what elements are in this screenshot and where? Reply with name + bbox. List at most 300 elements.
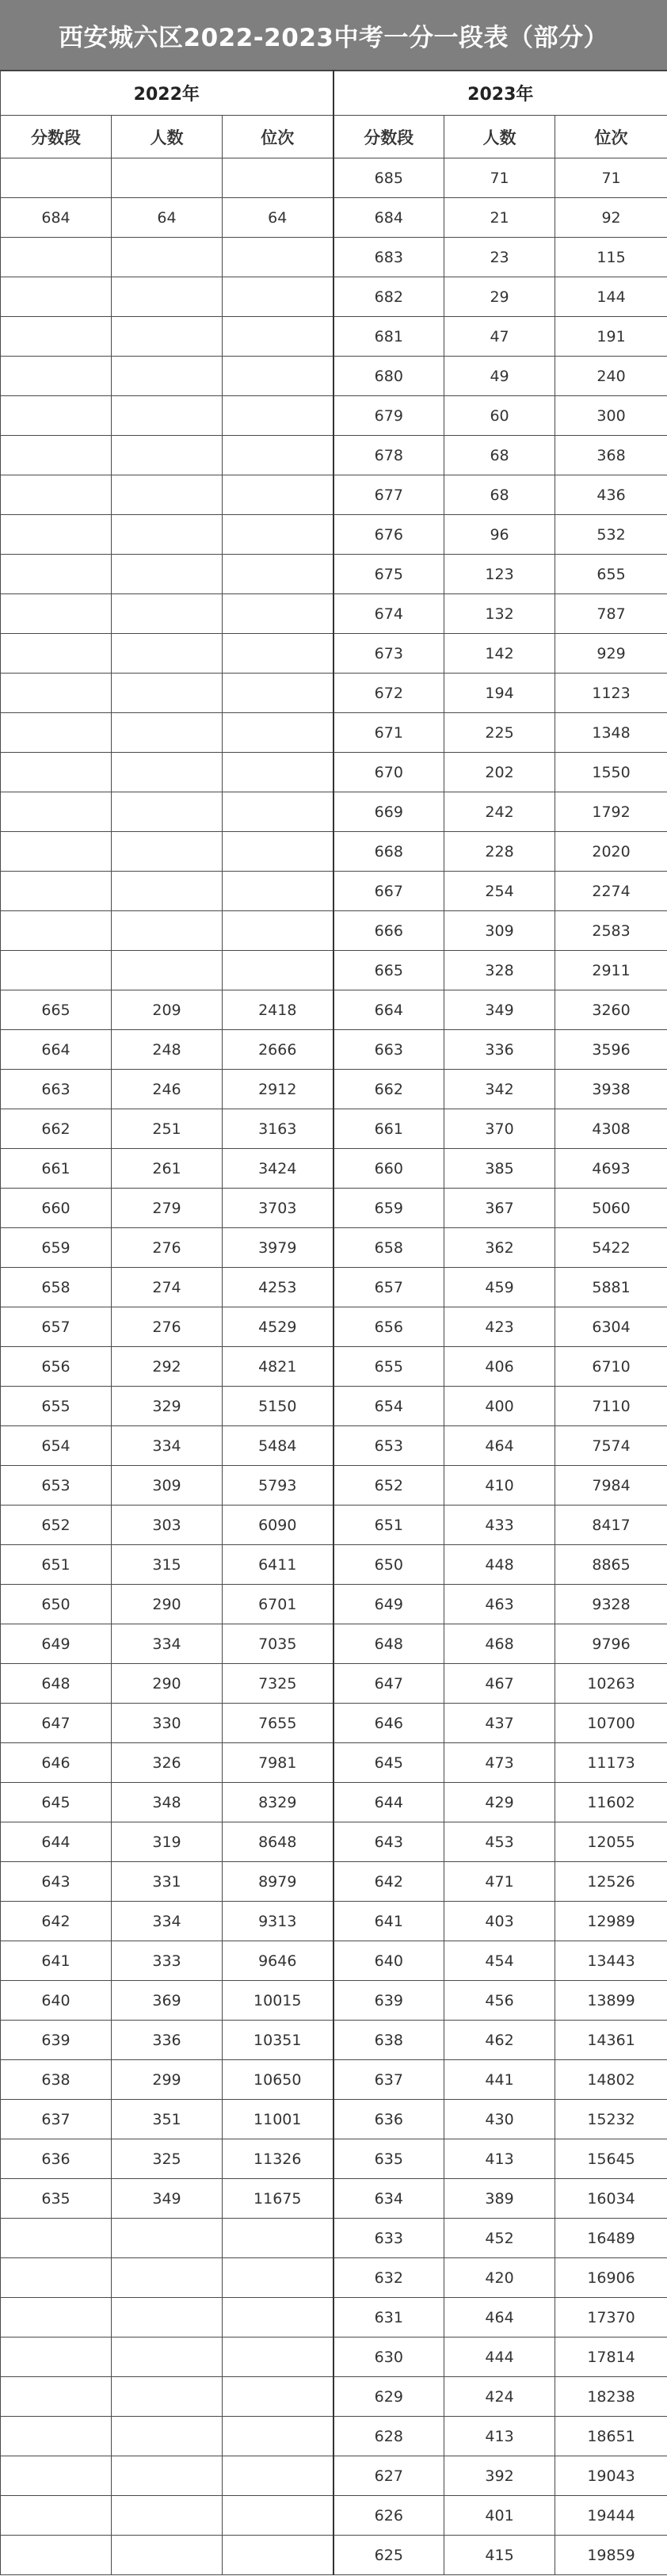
table-row (1, 1585, 667, 1624)
cell-2023-rank: 1792 (555, 792, 667, 832)
cell-2022-score (1, 2496, 112, 2536)
cell-2022-count: 292 (112, 1347, 223, 1387)
table-row (1, 2377, 667, 2417)
cell-2023-score: 626 (334, 2496, 444, 2536)
cell-2022-rank: 3703 (223, 1189, 334, 1228)
cell-2023-score: 677 (334, 475, 444, 515)
cell-2023-score: 670 (334, 753, 444, 792)
cell-2022-rank: 5150 (223, 1387, 334, 1426)
cell-2023-rank: 3596 (555, 1030, 667, 1070)
cell-2022-count (112, 555, 223, 594)
cell-2023-count: 423 (444, 1307, 555, 1347)
table-row (1, 792, 667, 832)
table-row (1, 1664, 667, 1704)
cell-2022-score (1, 277, 112, 317)
cell-2022-score: 649 (1, 1624, 112, 1664)
cell-2023-count: 342 (444, 1070, 555, 1109)
cell-2022-count: 279 (112, 1189, 223, 1228)
table-row (1, 674, 667, 713)
cell-2023-score: 684 (334, 198, 444, 238)
cell-2023-rank: 6710 (555, 1347, 667, 1387)
cell-2023-count: 471 (444, 1862, 555, 1902)
cell-2023-rank: 16906 (555, 2258, 667, 2298)
cell-2023-count: 23 (444, 238, 555, 277)
table-row (1, 158, 667, 198)
cell-2022-rank (223, 475, 334, 515)
table-row (1, 555, 667, 594)
cell-2023-score: 654 (334, 1387, 444, 1426)
cell-2023-count: 142 (444, 634, 555, 674)
cell-2022-score: 664 (1, 1030, 112, 1070)
cell-2022-rank (223, 238, 334, 277)
cell-2023-count: 132 (444, 594, 555, 634)
cell-2023-count: 441 (444, 2060, 555, 2100)
cell-2022-score (1, 2298, 112, 2337)
cell-2022-rank: 8648 (223, 1822, 334, 1862)
cell-2022-count: 299 (112, 2060, 223, 2100)
cell-2023-rank: 9328 (555, 1585, 667, 1624)
cell-2023-score: 671 (334, 713, 444, 753)
cell-2022-score (1, 594, 112, 634)
cell-2022-rank: 6701 (223, 1585, 334, 1624)
cell-2023-count: 385 (444, 1149, 555, 1189)
cell-2022-count: 251 (112, 1109, 223, 1149)
cell-2023-count: 464 (444, 1426, 555, 1466)
cell-2022-count: 276 (112, 1228, 223, 1268)
cell-2023-score: 640 (334, 1941, 444, 1981)
cell-2022-score: 662 (1, 1109, 112, 1149)
cell-2022-count: 246 (112, 1070, 223, 1109)
col-header-score-2023: 分数段 (334, 116, 444, 158)
cell-2022-count: 349 (112, 2179, 223, 2219)
table-row (1, 2060, 667, 2100)
cell-2023-count: 454 (444, 1941, 555, 1981)
cell-2022-score: 650 (1, 1585, 112, 1624)
cell-2022-count (112, 357, 223, 396)
cell-2022-rank: 9313 (223, 1902, 334, 1941)
cell-2023-score: 682 (334, 277, 444, 317)
cell-2023-count: 420 (444, 2258, 555, 2298)
cell-2023-count: 452 (444, 2219, 555, 2258)
cell-2023-rank: 115 (555, 238, 667, 277)
cell-2023-count: 389 (444, 2179, 555, 2219)
table-row (1, 2417, 667, 2456)
cell-2022-score (1, 2219, 112, 2258)
cell-2022-count: 351 (112, 2100, 223, 2139)
table-row (1, 396, 667, 436)
cell-2022-count (112, 634, 223, 674)
table-row (1, 1862, 667, 1902)
cell-2022-count: 276 (112, 1307, 223, 1347)
cell-2023-count: 406 (444, 1347, 555, 1387)
cell-2023-score: 661 (334, 1109, 444, 1149)
year-header-2022: 2022年 (1, 71, 334, 116)
page-title: 西安城六区2022-2023中考一分一段表（部分） (0, 0, 667, 71)
cell-2022-rank: 11326 (223, 2139, 334, 2179)
cell-2022-count (112, 317, 223, 357)
cell-2023-rank: 1123 (555, 674, 667, 713)
cell-2022-count: 333 (112, 1941, 223, 1981)
table-row (1, 1070, 667, 1109)
col-header-rank-2023: 位次 (555, 116, 667, 158)
cell-2022-score (1, 2337, 112, 2377)
cell-2023-score: 625 (334, 2536, 444, 2575)
cell-2022-count (112, 2417, 223, 2456)
cell-2022-count (112, 2536, 223, 2575)
cell-2023-rank: 6304 (555, 1307, 667, 1347)
cell-2023-score: 655 (334, 1347, 444, 1387)
cell-2023-score: 650 (334, 1545, 444, 1585)
cell-2023-count: 96 (444, 515, 555, 555)
cell-2022-rank (223, 2536, 334, 2575)
cell-2022-rank (223, 396, 334, 436)
cell-2023-score: 645 (334, 1743, 444, 1783)
table-row (1, 1783, 667, 1822)
cell-2023-score: 634 (334, 2179, 444, 2219)
table-row (1, 1189, 667, 1228)
cell-2022-score: 654 (1, 1426, 112, 1466)
cell-2022-score (1, 634, 112, 674)
cell-2023-score: 664 (334, 990, 444, 1030)
cell-2023-rank: 17814 (555, 2337, 667, 2377)
cell-2023-rank: 240 (555, 357, 667, 396)
cell-2022-count: 348 (112, 1783, 223, 1822)
cell-2022-rank: 10650 (223, 2060, 334, 2100)
cell-2023-score: 659 (334, 1189, 444, 1228)
cell-2023-count: 473 (444, 1743, 555, 1783)
cell-2023-score: 678 (334, 436, 444, 475)
cell-2023-rank: 2911 (555, 951, 667, 990)
cell-2023-score: 642 (334, 1862, 444, 1902)
cell-2023-count: 462 (444, 2021, 555, 2060)
cell-2023-count: 254 (444, 872, 555, 911)
cell-2022-rank: 4529 (223, 1307, 334, 1347)
cell-2023-rank: 2020 (555, 832, 667, 872)
cell-2022-rank (223, 2219, 334, 2258)
table-row (1, 198, 667, 238)
cell-2023-rank: 19444 (555, 2496, 667, 2536)
cell-2022-score: 646 (1, 1743, 112, 1783)
cell-2023-count: 410 (444, 1466, 555, 1506)
cell-2022-count: 334 (112, 1624, 223, 1664)
cell-2022-rank (223, 872, 334, 911)
table-row (1, 872, 667, 911)
table-row (1, 1743, 667, 1783)
table-row (1, 1030, 667, 1070)
cell-2022-rank (223, 832, 334, 872)
cell-2022-score: 639 (1, 2021, 112, 2060)
cell-2023-count: 68 (444, 475, 555, 515)
cell-2022-count: 309 (112, 1466, 223, 1506)
table-row (1, 713, 667, 753)
cell-2023-rank: 18651 (555, 2417, 667, 2456)
cell-2023-rank: 5060 (555, 1189, 667, 1228)
cell-2022-count (112, 753, 223, 792)
cell-2022-score (1, 2258, 112, 2298)
table-row (1, 1347, 667, 1387)
cell-2022-rank: 11001 (223, 2100, 334, 2139)
cell-2022-score: 644 (1, 1822, 112, 1862)
cell-2023-rank: 655 (555, 555, 667, 594)
table-row (1, 2456, 667, 2496)
cell-2022-score (1, 317, 112, 357)
cell-2022-count: 326 (112, 1743, 223, 1783)
cell-2023-rank: 15645 (555, 2139, 667, 2179)
cell-2022-score: 655 (1, 1387, 112, 1426)
cell-2022-score: 641 (1, 1941, 112, 1981)
cell-2023-rank: 3938 (555, 1070, 667, 1109)
cell-2023-rank: 5422 (555, 1228, 667, 1268)
cell-2022-rank: 3163 (223, 1109, 334, 1149)
cell-2022-score: 659 (1, 1228, 112, 1268)
cell-2022-rank: 4821 (223, 1347, 334, 1387)
cell-2022-rank (223, 357, 334, 396)
cell-2022-count: 248 (112, 1030, 223, 1070)
cell-2023-rank: 929 (555, 634, 667, 674)
table-row (1, 1426, 667, 1466)
cell-2022-rank (223, 911, 334, 951)
table-row (1, 1307, 667, 1347)
table-row (1, 2258, 667, 2298)
cell-2023-rank: 7984 (555, 1466, 667, 1506)
cell-2023-rank: 10263 (555, 1664, 667, 1704)
cell-2023-count: 71 (444, 158, 555, 198)
cell-2023-count: 370 (444, 1109, 555, 1149)
cell-2022-rank (223, 713, 334, 753)
cell-2022-score: 660 (1, 1189, 112, 1228)
cell-2022-score (1, 911, 112, 951)
cell-2023-score: 652 (334, 1466, 444, 1506)
cell-2022-score (1, 674, 112, 713)
table-row (1, 1466, 667, 1506)
cell-2023-count: 68 (444, 436, 555, 475)
cell-2023-score: 627 (334, 2456, 444, 2496)
cell-2023-rank: 13443 (555, 1941, 667, 1981)
cell-2023-rank: 3260 (555, 990, 667, 1030)
cell-2022-score (1, 515, 112, 555)
cell-2023-score: 635 (334, 2139, 444, 2179)
cell-2022-score: 657 (1, 1307, 112, 1347)
cell-2023-score: 630 (334, 2337, 444, 2377)
cell-2023-count: 367 (444, 1189, 555, 1228)
cell-2022-score: 653 (1, 1466, 112, 1506)
cell-2022-count: 334 (112, 1902, 223, 1941)
cell-2022-count (112, 396, 223, 436)
cell-2022-count (112, 713, 223, 753)
table-row (1, 2536, 667, 2575)
table-row (1, 951, 667, 990)
table-row (1, 475, 667, 515)
cell-2022-score (1, 555, 112, 594)
score-table-body (1, 158, 667, 2575)
cell-2022-rank (223, 2377, 334, 2417)
cell-2023-count: 456 (444, 1981, 555, 2021)
cell-2023-rank: 13899 (555, 1981, 667, 2021)
col-header-rank-2022: 位次 (223, 116, 334, 158)
cell-2022-rank (223, 2417, 334, 2456)
table-row (1, 1228, 667, 1268)
cell-2023-score: 663 (334, 1030, 444, 1070)
cell-2023-count: 392 (444, 2456, 555, 2496)
cell-2023-score: 681 (334, 317, 444, 357)
cell-2023-count: 123 (444, 555, 555, 594)
cell-2023-count: 336 (444, 1030, 555, 1070)
cell-2022-count (112, 2298, 223, 2337)
score-table (0, 70, 667, 2575)
cell-2022-rank (223, 317, 334, 357)
table-row (1, 911, 667, 951)
cell-2022-score (1, 238, 112, 277)
table-row (1, 317, 667, 357)
cell-2022-count: 334 (112, 1426, 223, 1466)
cell-2022-score: 665 (1, 990, 112, 1030)
cell-2022-count: 261 (112, 1149, 223, 1189)
cell-2023-rank: 436 (555, 475, 667, 515)
cell-2022-count: 290 (112, 1664, 223, 1704)
cell-2023-score: 636 (334, 2100, 444, 2139)
table-row (1, 2219, 667, 2258)
cell-2023-rank: 11173 (555, 1743, 667, 1783)
cell-2023-rank: 16489 (555, 2219, 667, 2258)
cell-2023-rank: 19043 (555, 2456, 667, 2496)
cell-2022-count (112, 951, 223, 990)
cell-2023-rank: 8417 (555, 1506, 667, 1545)
cell-2023-rank: 19859 (555, 2536, 667, 2575)
cell-2023-score: 669 (334, 792, 444, 832)
cell-2022-count (112, 872, 223, 911)
cell-2022-score (1, 396, 112, 436)
cell-2023-rank: 7574 (555, 1426, 667, 1466)
cell-2023-rank: 532 (555, 515, 667, 555)
cell-2022-count (112, 277, 223, 317)
cell-2023-score: 638 (334, 2021, 444, 2060)
cell-2022-count: 64 (112, 198, 223, 238)
cell-2023-rank: 92 (555, 198, 667, 238)
table-row (1, 2337, 667, 2377)
cell-2022-count: 331 (112, 1862, 223, 1902)
cell-2022-rank: 9646 (223, 1941, 334, 1981)
cell-2022-score: 640 (1, 1981, 112, 2021)
cell-2022-rank: 8329 (223, 1783, 334, 1822)
cell-2023-rank: 4693 (555, 1149, 667, 1189)
cell-2023-score: 676 (334, 515, 444, 555)
cell-2023-score: 660 (334, 1149, 444, 1189)
cell-2023-count: 328 (444, 951, 555, 990)
cell-2023-count: 49 (444, 357, 555, 396)
cell-2022-count: 319 (112, 1822, 223, 1862)
cell-2023-count: 453 (444, 1822, 555, 1862)
cell-2023-rank: 787 (555, 594, 667, 634)
cell-2023-count: 413 (444, 2417, 555, 2456)
cell-2023-count: 349 (444, 990, 555, 1030)
col-header-count-2023: 人数 (444, 116, 555, 158)
cell-2022-rank (223, 515, 334, 555)
cell-2023-count: 362 (444, 1228, 555, 1268)
cell-2022-rank (223, 634, 334, 674)
cell-2023-rank: 2274 (555, 872, 667, 911)
cell-2022-count (112, 792, 223, 832)
cell-2022-count (112, 238, 223, 277)
cell-2022-score: 656 (1, 1347, 112, 1387)
cell-2022-score (1, 357, 112, 396)
cell-2022-rank: 11675 (223, 2179, 334, 2219)
table-row (1, 277, 667, 317)
cell-2022-score (1, 2417, 112, 2456)
table-row (1, 2496, 667, 2536)
cell-2023-rank: 9796 (555, 1624, 667, 1664)
cell-2023-score: 648 (334, 1624, 444, 1664)
table-row (1, 515, 667, 555)
cell-2023-score: 643 (334, 1822, 444, 1862)
cell-2022-score: 663 (1, 1070, 112, 1109)
cell-2023-rank: 14802 (555, 2060, 667, 2100)
cell-2023-score: 658 (334, 1228, 444, 1268)
cell-2022-count (112, 2219, 223, 2258)
cell-2022-score (1, 2536, 112, 2575)
cell-2022-rank: 3979 (223, 1228, 334, 1268)
table-row (1, 2139, 667, 2179)
cell-2023-score: 673 (334, 634, 444, 674)
cell-2023-count: 242 (444, 792, 555, 832)
cell-2023-count: 401 (444, 2496, 555, 2536)
cell-2022-count: 369 (112, 1981, 223, 2021)
cell-2022-score: 642 (1, 1902, 112, 1941)
cell-2022-score (1, 753, 112, 792)
cell-2023-count: 415 (444, 2536, 555, 2575)
table-row (1, 2298, 667, 2337)
cell-2023-score: 649 (334, 1585, 444, 1624)
cell-2023-score: 637 (334, 2060, 444, 2100)
cell-2022-score: 635 (1, 2179, 112, 2219)
cell-2023-score: 651 (334, 1506, 444, 1545)
cell-2023-rank: 16034 (555, 2179, 667, 2219)
cell-2023-count: 430 (444, 2100, 555, 2139)
cell-2022-count (112, 832, 223, 872)
cell-2022-score (1, 792, 112, 832)
cell-2022-count: 274 (112, 1268, 223, 1307)
table-row (1, 1506, 667, 1545)
cell-2023-score: 685 (334, 158, 444, 198)
cell-2023-rank: 300 (555, 396, 667, 436)
cell-2022-rank: 7325 (223, 1664, 334, 1704)
cell-2023-count: 448 (444, 1545, 555, 1585)
cell-2022-rank: 6090 (223, 1506, 334, 1545)
cell-2022-rank: 3424 (223, 1149, 334, 1189)
cell-2023-count: 424 (444, 2377, 555, 2417)
cell-2023-count: 459 (444, 1268, 555, 1307)
cell-2023-count: 21 (444, 198, 555, 238)
cell-2023-score: 666 (334, 911, 444, 951)
cell-2022-count: 209 (112, 990, 223, 1030)
cell-2023-rank: 14361 (555, 2021, 667, 2060)
cell-2022-rank: 5484 (223, 1426, 334, 1466)
cell-2022-score: 651 (1, 1545, 112, 1585)
cell-2022-score: 638 (1, 2060, 112, 2100)
table-row (1, 594, 667, 634)
cell-2022-rank: 2912 (223, 1070, 334, 1109)
cell-2023-score: 631 (334, 2298, 444, 2337)
cell-2023-count: 29 (444, 277, 555, 317)
cell-2022-count (112, 436, 223, 475)
cell-2023-rank: 1550 (555, 753, 667, 792)
cell-2023-score: 628 (334, 2417, 444, 2456)
cell-2022-score (1, 832, 112, 872)
col-header-score-2022: 分数段 (1, 116, 112, 158)
table-row (1, 2179, 667, 2219)
cell-2023-rank: 191 (555, 317, 667, 357)
cell-2023-rank: 2583 (555, 911, 667, 951)
cell-2022-score: 661 (1, 1149, 112, 1189)
